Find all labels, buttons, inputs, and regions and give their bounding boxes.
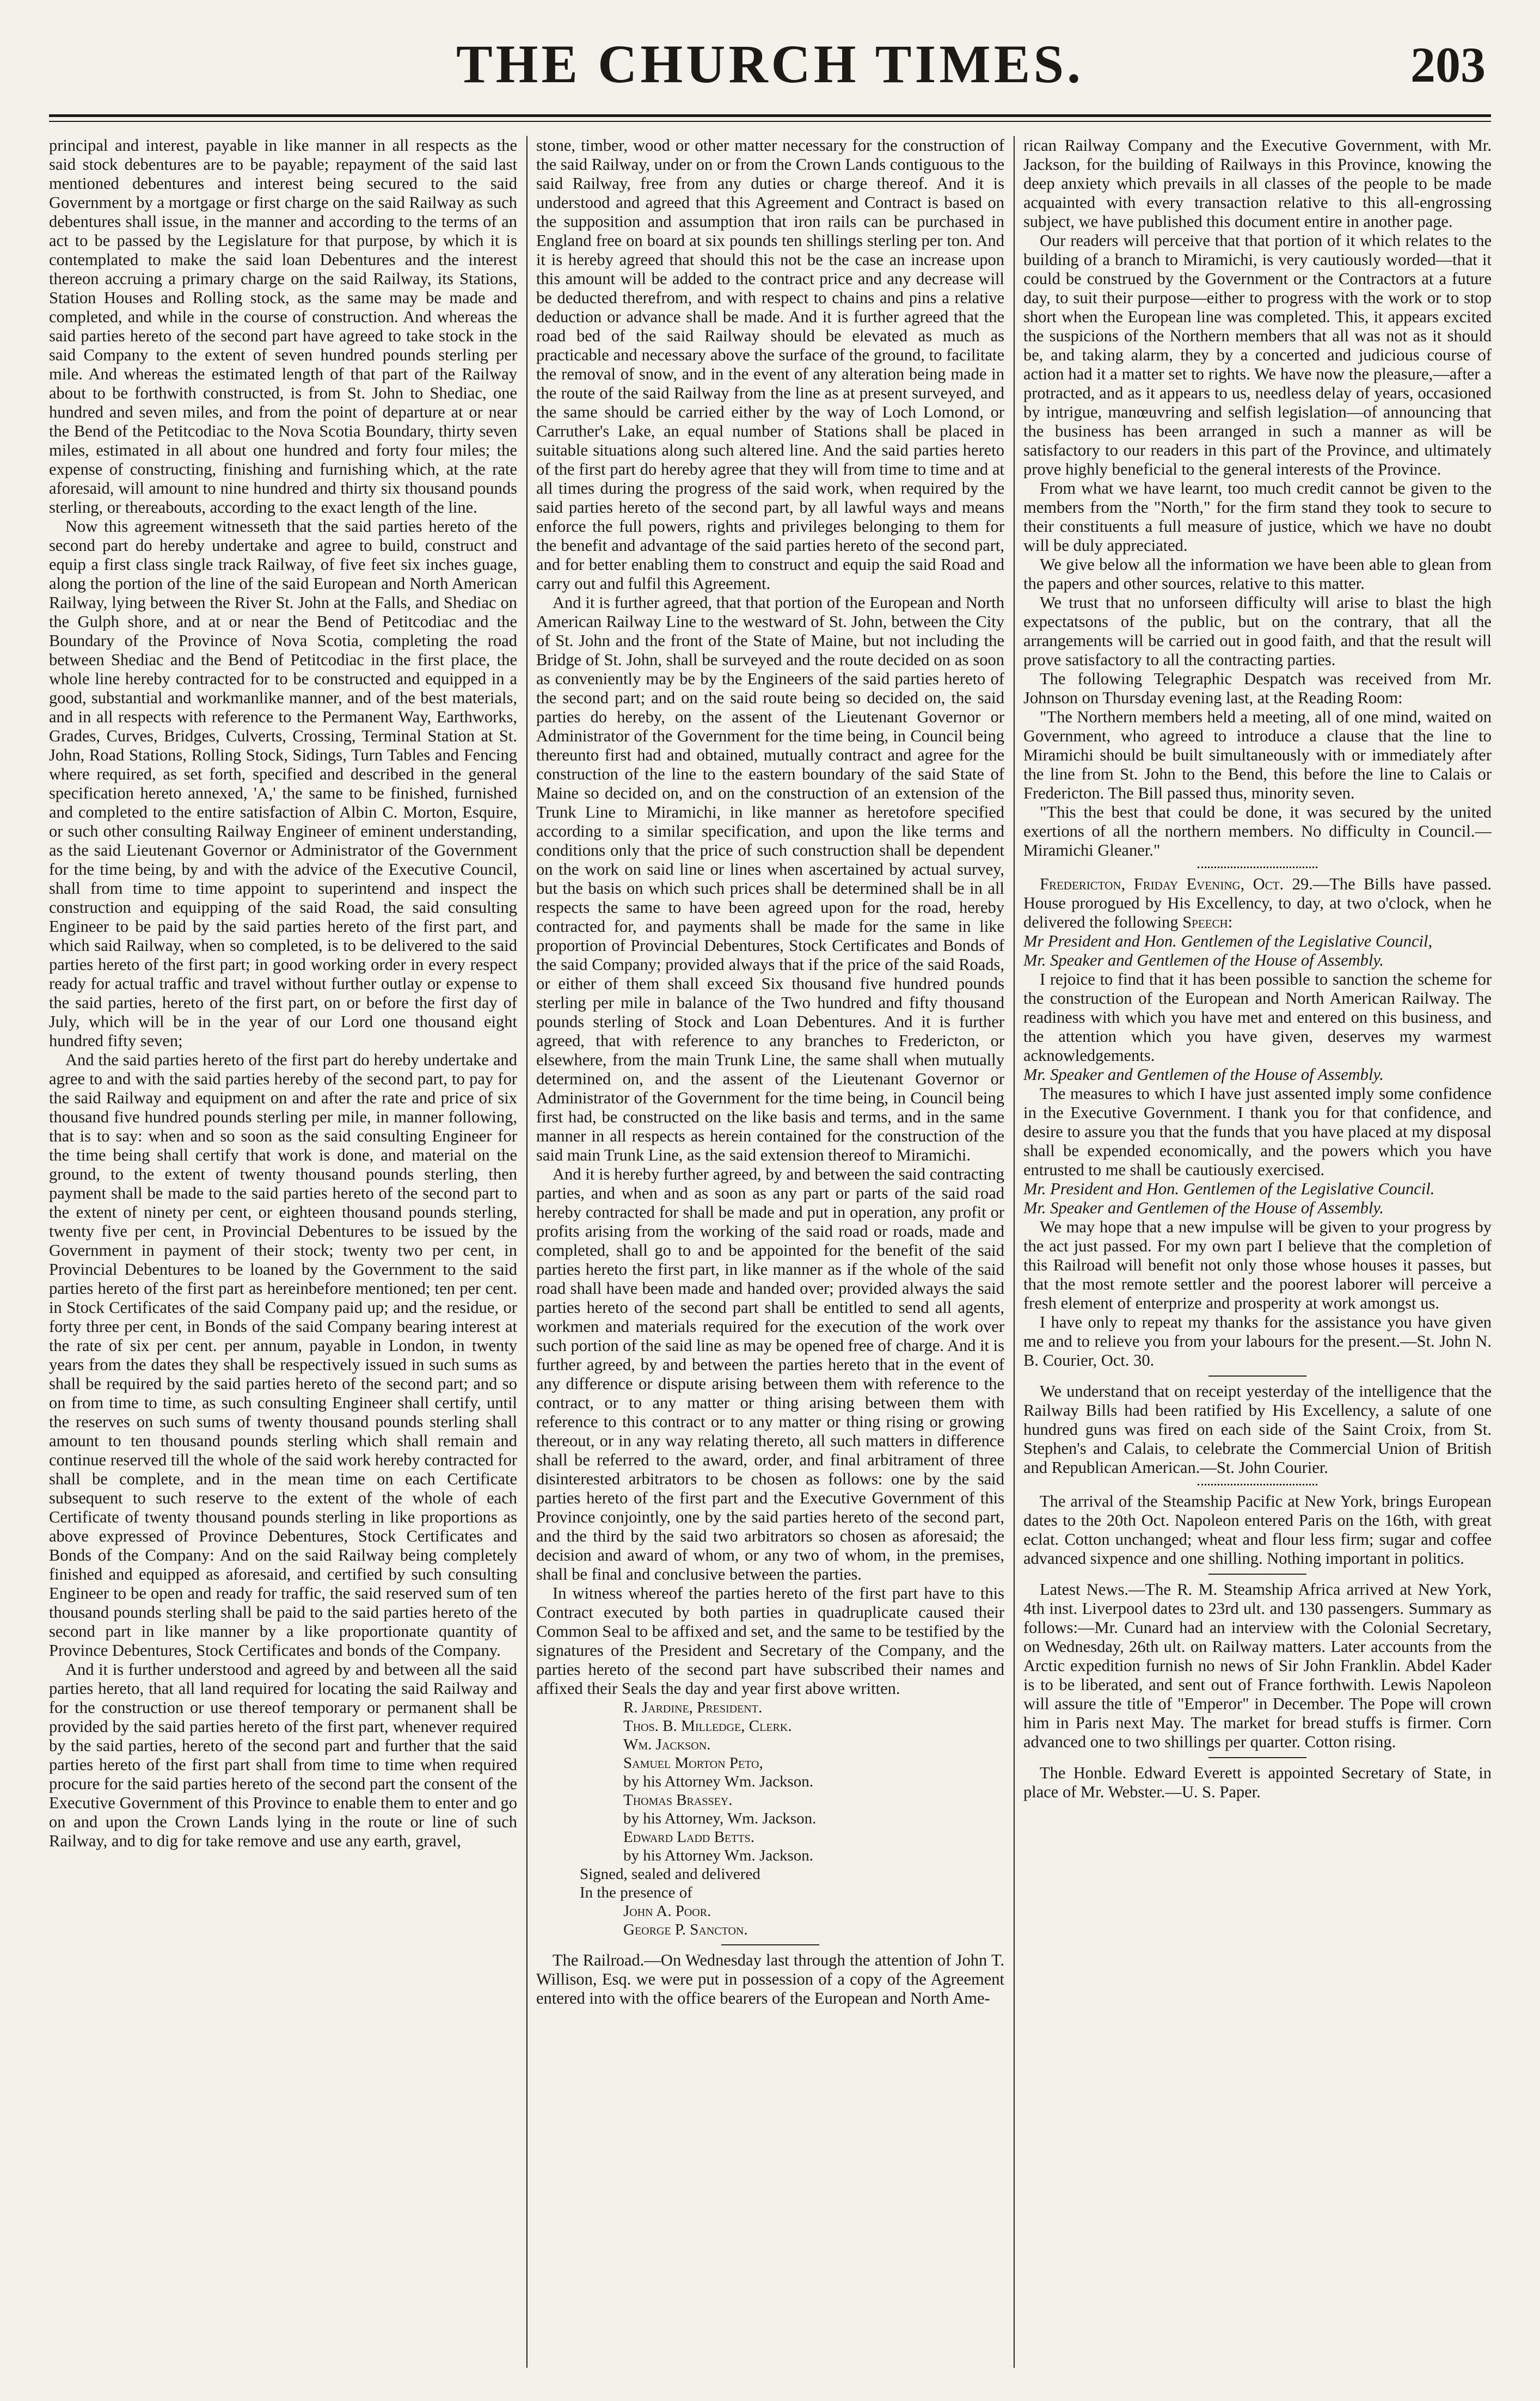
section-divider bbox=[1198, 1484, 1317, 1485]
newspaper-title: THE CHURCH TIMES. bbox=[456, 34, 1084, 94]
paragraph: And it is hereby further agreed, by and between the said contracting parties, and when and as soon as any part or parts of the said road hereby contracted for shall be made and put in operation, any profit or profits arising from the working of the said road or roads, made and completed, shall go to and be appointed for the benefit of the said parties hereto the first part, in like manner as if the whole of the said road shall have been made and handed over; provided always the said parties hereto of the second part shall be entitled to send all agents, workmen and materials required for the execution of the work over such portion of the said line as may be opened free of charge. And it is further agreed, by and between the parties hereto that in the event of any difference or dispute arising between them with reference to the contract, or to any matter or thing arising between them with reference to this contract or to any matter or thing rising or growing thereout, or in any way relating thereto, all such matters in difference shall be referred to the award, order, and final arbitrament of three disinterested arbitrators to be chosen as follows: one by the said parties hereto of the first part and the Executive Government of this Province conjointly, one by the said parties hereto of the second part, and the third by the said two arbitrators so chosen as aforesaid; the decision and award of whom, or any two of whom, in the premises, shall be final and conclusive between the parties. bbox=[536, 1165, 1004, 1583]
speech-address: Mr. Speaker and Gentlemen of the House of Assembly. bbox=[1023, 1199, 1384, 1217]
paragraph: We trust that no unforseen difficulty will arise to blast the high expectatsons of the public, but on the contrary, that all the arrangements will be carried out in good faith, and that the result will prove satisfactory to all the contracting parties. bbox=[1023, 593, 1492, 669]
speech-address: Mr. Speaker and Gentlemen of the House of Assembly. bbox=[1023, 1065, 1384, 1084]
signature-line: Samuel Morton Peto, bbox=[623, 1754, 763, 1772]
latest-news-paragraph: Latest News.—The R. M. Steamship Africa arrived at New York, 4th inst. Liverpool dates to 23rd ult. and 130 passengers. Summary as follows:—Mr. Cunard had an interview with the Colonial Secretary, on Wednesday, 26th ult. on Railway matters. Later accounts from the Arctic expedition furnish no news of Sir John Franklin. Abdel Kader is to be liberated, and sent out of France forthwith. Lewis Napoleon will assure the title of "Emperor" in December. The Pope will crown him in Paris next May. The market for bread stuffs is firmer. Corn advanced one to two shillings per quarter. Cotton rising. bbox=[1023, 1580, 1492, 1751]
paragraph: stone, timber, wood or other matter necessary for the construction of the said Railway, under on or from the Crown Lands contiguous to the said Railway, free from any duties or charge thereof. And it is understood and agreed that this Agreement and Contract is based on the supposition and assumption that iron rails can be purchased in England free on board at six pounds ten shillings sterling per ton. And it is hereby agreed that should this not be the case an increase upon this amount will be added to the contract price and any decrease will be deducted therefrom, and with respect to chains and pins a relative deduction or advance shall be made. And it is further agreed that the road bed of the said Railway should be elevated as much as practicable and necessary above the surface of the ground, to facilitate the removal of snow, and in the event of any alteration being made in the route of the said Railway from the line as at present surveyed, and the same should be carried either by the way of Loch Lomond, or Carruther's Lake, an equal number of Stations shall be placed in suitable situations along such altered line. And the said parties hereto of the first part do hereby agree that they will from time to time and at all times during the progress of the said work, when required by the said parties hereto of the second part, by all lawful ways and means enforce the full powers, rights and privileges belonging to them for the benefit and advantage of the said parties hereto of the second part, and for better enabling them to construct and equip the said Road and carry out and fulfil this Agreement. bbox=[536, 136, 1004, 593]
fredericton-paragraph bbox=[1023, 875, 1492, 932]
signature-line: by his Attorney Wm. Jackson. bbox=[623, 1773, 814, 1790]
witness-line: John A. Poor. bbox=[623, 1902, 711, 1920]
signature-line: by his Attorney Wm. Jackson. bbox=[623, 1847, 814, 1864]
paragraph: principal and interest, payable in like manner in all respects as the said stock debentures are to be payable; repayment of the said last mentioned debentures and interest being secured to the said Government by a mortgage or first charge on the said Railway as such debentures shall issue, in the manner and according to the terms of an act to be passed by the Legislature for that purpose, by which it is contemplated to make the said loan Debentures and the interest thereon accruing a primary charge on the said Railway, its Stations, Station Houses and Rolling stock, as the same may be made and completed, and while in the course of construction. And whereas the said parties hereto of the second part have agreed to take stock in the said Company to the extent of seven hundred pounds sterling per mile. And whereas the estimated length of that part of the Railway about to be forthwith constructed, is from St. John to Shediac, one hundred and seven miles, and from the point of departure at or near the Bend of the Petitcodiac to the Nova Scotia Boundary, thirty seven miles, estimated in all about one hundred and forty four miles; the expense of constructing, finishing and furnishing which, at the rate aforesaid, will amount to nine hundred and thirty six thousand pounds sterling, or thereabouts, according to the exact length of the line. bbox=[49, 136, 517, 517]
speech-paragraph: I rejoice to find that it has been possible to sanction the scheme for the construction of the European and North American Railway. The readiness with which you have met and entered on this business, and the attention which you have given, deserves my warmest acknowledgements. bbox=[1023, 970, 1492, 1065]
column-rule bbox=[526, 136, 527, 2368]
masthead-rule-thin bbox=[49, 121, 1491, 122]
section-divider bbox=[1198, 867, 1317, 868]
paragraph: In witness whereof the parties hereto of the first part have to this Contract executed by both parties in quadruplicate caused their Common Seal to be affixed and set, and the same to be testified by the signatures of the President and Secretary of the Company, and the parties hereto of the second part have subscribed their names and affixed their Seals the day and year first above written. bbox=[536, 1584, 1004, 1698]
section-rule bbox=[1208, 1757, 1306, 1758]
speech-address: Mr. President and Hon. Gentlemen of the Legislative Council. bbox=[1023, 1180, 1435, 1198]
section-rule bbox=[1208, 1574, 1306, 1575]
speech-address: Mr President and Hon. Gentlemen of the Legislative Council, bbox=[1023, 932, 1433, 950]
column-1 bbox=[49, 136, 517, 2368]
speech-paragraph: The measures to which I have just assented imply some confidence in the Executive Government. I thank you for that confidence, and desire to assure you that the funds that you have placed at my disposal shall be expended economically, and the powers which you have entrusted to me shall be cautiously exercised. bbox=[1023, 1084, 1492, 1179]
fredericton-dateline: Fredericton, Friday Evening, Oct. 29. bbox=[1040, 875, 1313, 893]
columns bbox=[49, 136, 1492, 2368]
railroad-paragraph: The Railroad.—On Wednesday last through the attention of John T. Willison, Esq. we were put in possession of a copy of the Agreement entered into with the office bearers of the European and North Ame- bbox=[536, 1951, 1004, 2007]
paragraph: We give below all the information we have been able to glean from the papers and other sources, relative to this matter. bbox=[1023, 555, 1492, 593]
speech-paragraph: I have only to repeat my thanks for the assistance you have given me and to relieve you from your labours for the present.—St. John N. B. Courier, Oct. 30. bbox=[1023, 1313, 1492, 1370]
steamship-paragraph: The arrival of the Steamship Pacific at New York, brings European dates to the 20th Oct. Napoleon entered Paris on the 16th, with great eclat. Cotton unchanged; wheat and flour less firm; sugar and coffee advanced sixpence and one shilling. Nothing important in politics. bbox=[1023, 1492, 1492, 1568]
salute-paragraph: We understand that on receipt yesterday of the intelligence that the Railway Bills had been ratified by His Excellency, a salute of one hundred guns was fired on each side of the Saint Croix, from St. Stephen's and Calais, to celebrate the Commercial Union of British and Republican American.—St. John Courier. bbox=[1023, 1382, 1492, 1477]
signature-line: Thos. B. Milledge, Clerk. bbox=[623, 1717, 792, 1735]
telegraph-quote: "This the best that could be done, it was secured by the united exertions of all the northern members. No difficulty in Council.—Miramichi Gleaner." bbox=[1023, 803, 1492, 859]
paragraph: And the said parties hereto of the first part do hereby undertake and agree to and with the said parties hereby of the second part, to pay for the said Railway and equipment on and after the rate and price of six thousand five hundred pounds sterling per mile, in manner following, that is to say: when and so soon as the said consulting Engineer for the time being shall certify that work is done, and material on the ground, to the extent of twenty thousand pounds sterling, then payment shall be made to the said parties hereto of the second part to the extent of ninety per cent, or eighteen thousand pounds sterling, twenty five per cent, in Provincial Debentures to be issued by the Government in payment of their stock; twenty two per cent, in Provincial Debentures to be loaned by the Government to the said parties hereto of the first part as hereinbefore mentioned; ten per cent. in Stock Certificates of the said Company paid up; and the residue, or forty three per cent, in Bonds of the said Company bearing interest at the rate of six per cent. per annum, payable in London, in twenty years from the dates they shall be respectively issued in such sums as shall be required by the said parties hereto of the second part; and so on from time to time, as such consulting Engineer shall certify, until the reserves on such sums of twenty thousand pounds sterling shall amount to ten thousand pounds sterling which shall remain and continue reserved till the whole of the said work hereby contracted for shall be complete, and in the mean time on each Certificate subsequent to such reserve to the extent of the whole of each Certificate of twenty thousand pounds sterling in like proportions as above expressed of Province Debentures, Stock Certificates and Bonds of the Company: And on the said Railway being completely finished and equipped as aforesaid, and certified by such consulting Engineer to be open and ready for traffic, the said reserved sum of ten thousand pounds sterling shall be paid to the said parties hereto of the second part in like manner by a like proportionate quantity of Province Debentures, Stock Certificates and bonds of the Company. bbox=[49, 1051, 517, 1660]
section-rule bbox=[1208, 1375, 1306, 1377]
paragraph: Now this agreement witnesseth that the said parties hereto of the second part do hereby undertake and agree to build, construct and equip a first class single track Railway, of five feet six inches guage, along the portion of the line of the said European and North American Railway, lying between the River St. John at the Falls, and Shediac on the Gulph shore, and at or near the Bend of Petitcodiac and the Boundary of the Province of Nova Scotia, completing the road between Shediac and the Bend of Petitcodiac in the first place, the whole line hereby contracted for to be constructed and equipped in a good, substantial and workmanlike manner, and of the best materials, and in all respects with reference to the Permanent Way, Earthworks, Grades, Curves, Bridges, Culverts, Crossing, Terminal Station at St. John, Road Stations, Rolling Stock, Sidings, Turn Tables and Fencing where required, as set forth, specified and described in the general specification hereto annexed, 'A,' the same to be finished, furnished and completed to the entire satisfaction of Albin C. Morton, Esquire, or such other consulting Railway Engineer of eminent understanding, as the said Lieutenant Governor or Administrator of the Government for the time being, by and with the advice of the Executive Council, shall from time to time appoint to superintend and inspect the construction and equipping of the said Road, the said consulting Engineer to be paid by the said parties hereto of the first part, and which said Railway, when so completed, is to be delivered to the said parties hereto of the first part; in good working order in every respect ready for actual traffic and travel without further outlay or expense to the said parties, hereto of the first part, on or before the first day of July, which will be in the year of our Lord one thousand eight hundred fifty seven; bbox=[49, 517, 517, 1050]
paragraph: And it is further agreed, that that portion of the European and North American Railway Line to the westward of St. John, between the City of St. John and the front of the State of Maine, but not including the Bridge of St. John, shall be surveyed and the route decided on as soon as conveniently may be by the Engineers of the said parties hereto of the second part; and on the said route being so decided on, the said parties do hereby, on the assent of the Lieutenant Governor or Administrator of the Government for the time being, in Council being thereunto first had and obtained, mutually contract and agree for the construction of the line to the eastern boundary of the said State of Maine so decided on, and on the construction of an extension of the Trunk Line to Miramichi, in like manner as heretofore specified according to a similar specification, and upon the like terms and conditions only that the price of such construction shall be dependent on the work on said line or lines when ascertained by actual survey, but the basis on which such prices shall be determined shall be in all respects the same to have been agreed upon for the road, hereby contracted for, and payments shall be made for the same in like proportion of Provincial Debentures, Stock Certificates and Bonds of the said Company; provided always that if the price of the said Roads, or either of them shall exceed Six thousand five hundred pounds sterling per mile in balance of the Two hundred and fifty thousand pounds sterling of Stock and Loan Debentures. And it is further agreed, that with reference to any branches to Fredericton, or elsewhere, from the main Trunk Line, the same shall when mutually determined on, and the assent of the Lieutenant Governor or Administrator of the Government for the time being, in Council being first had, be constructed on the like basis and terms, and in the same manner in all respects as herein contained for the construction of the said main Trunk Line, as the said extension thereof to Miramichi. bbox=[536, 593, 1004, 1164]
fredericton-body: —The Bills have passed. House prorogued by His Excellency, to day, at two o'clock, when he delivered the following bbox=[1023, 875, 1492, 931]
in-presence-line: In the presence of bbox=[580, 1884, 692, 1901]
telegraph-quote: "The Northern members held a meeting, all of one mind, waited on Government, who agreed to introduce a clause that the line to Miramichi should be built simultaneously with or immediately after the line from St. John to the Bend, this before the line to Calais or Fredericton. The Bill passed thus, minority seven. bbox=[1023, 708, 1492, 802]
paragraph: The following Telegraphic Despatch was received from Mr. Johnson on Thursday evening last, at the Reading Room: bbox=[1023, 670, 1492, 707]
speech-label: Speech: bbox=[1182, 913, 1233, 931]
section-rule bbox=[721, 1944, 819, 1945]
masthead-rule bbox=[49, 114, 1491, 117]
signature-line: R. Jardine, President. bbox=[623, 1699, 763, 1716]
page-number: 203 bbox=[1410, 37, 1486, 93]
signed-sealed-line: Signed, sealed and delivered bbox=[580, 1865, 760, 1883]
witness-line: George P. Sancton. bbox=[623, 1921, 748, 1938]
signature-line: Wm. Jackson. bbox=[623, 1736, 711, 1753]
signature-line: Thomas Brassey. bbox=[623, 1791, 733, 1809]
paragraph: And it is further understood and agreed by and between all the said parties hereto, that all land required for locating the said Railway and for the construction or use thereof temporary or permanent shall be provided by the said parties hereto of the first part, whenever required by the said parties, hereto of the second part and further that the said parties hereto of the first part shall from time to time when required procure for the said parties hereto of the second part the consent of the Executive Government of this Province to enable them to enter and go on and upon the Crown Lands lying in the route or line of such Railway, and to dig for take remove and use any earth, gravel, bbox=[49, 1660, 517, 1850]
everett-paragraph: The Honble. Edward Everett is appointed Secretary of State, in place of Mr. Webster.—U. S. Paper. bbox=[1023, 1764, 1492, 1801]
column-rule bbox=[1014, 136, 1015, 2368]
masthead bbox=[49, 22, 1491, 103]
paragraph: From what we have learnt, too much credit cannot be given to the members from the "North," for the firm stand they took to secure to their constituents a full measure of justice, which we have no doubt will be duly appreciated. bbox=[1023, 479, 1492, 555]
speech-paragraph: We may hope that a new impulse will be given to your progress by the act just passed. For my own part I believe that the completion of this Railroad will benefit not only those whose houses it passes, but that the most remote settler and the poorest laborer will perceive a fresh element of enterprize and prosperity at work amongst us. bbox=[1023, 1218, 1492, 1312]
signature-line: by his Attorney, Wm. Jackson. bbox=[623, 1810, 817, 1827]
signature-line: Edward Ladd Betts. bbox=[623, 1828, 754, 1846]
paragraph: Our readers will perceive that that portion of it which relates to the building of a branch to Miramichi, is very cautiously worded—that it could be construed by the Government or the Contractors at a future day, to suit their purpose—either to progress with the work or to stop short when the European line was completed. This, it appears excited the suspicions of the Northern members that all was not as it should be, and taking alarm, they by a concerted and judicious course of action had it a matter set to rights. We have now the pleasure,—after a protracted, and as it appears to us, needless delay of years, occasioned by intrigue, manœuvring and selfish legislation—of announcing that the business has been arranged in such a manner as will be satisfactory to our readers in this part of the Province, and ultimately prove highly beneficial to the general interests of the Province. bbox=[1023, 231, 1492, 478]
column-2 bbox=[536, 136, 1004, 2368]
paragraph: rican Railway Company and the Executive Government, with Mr. Jackson, for the building of Railways in this Province, knowing the deep anxiety which prevails in all classes of the people to be made acquainted with every transaction relative to this all-engrossing subject, we have published this document entire in another page. bbox=[1023, 136, 1492, 231]
column-3 bbox=[1023, 136, 1492, 2368]
speech-address: Mr. Speaker and Gentlemen of the House of Assembly. bbox=[1023, 951, 1384, 969]
